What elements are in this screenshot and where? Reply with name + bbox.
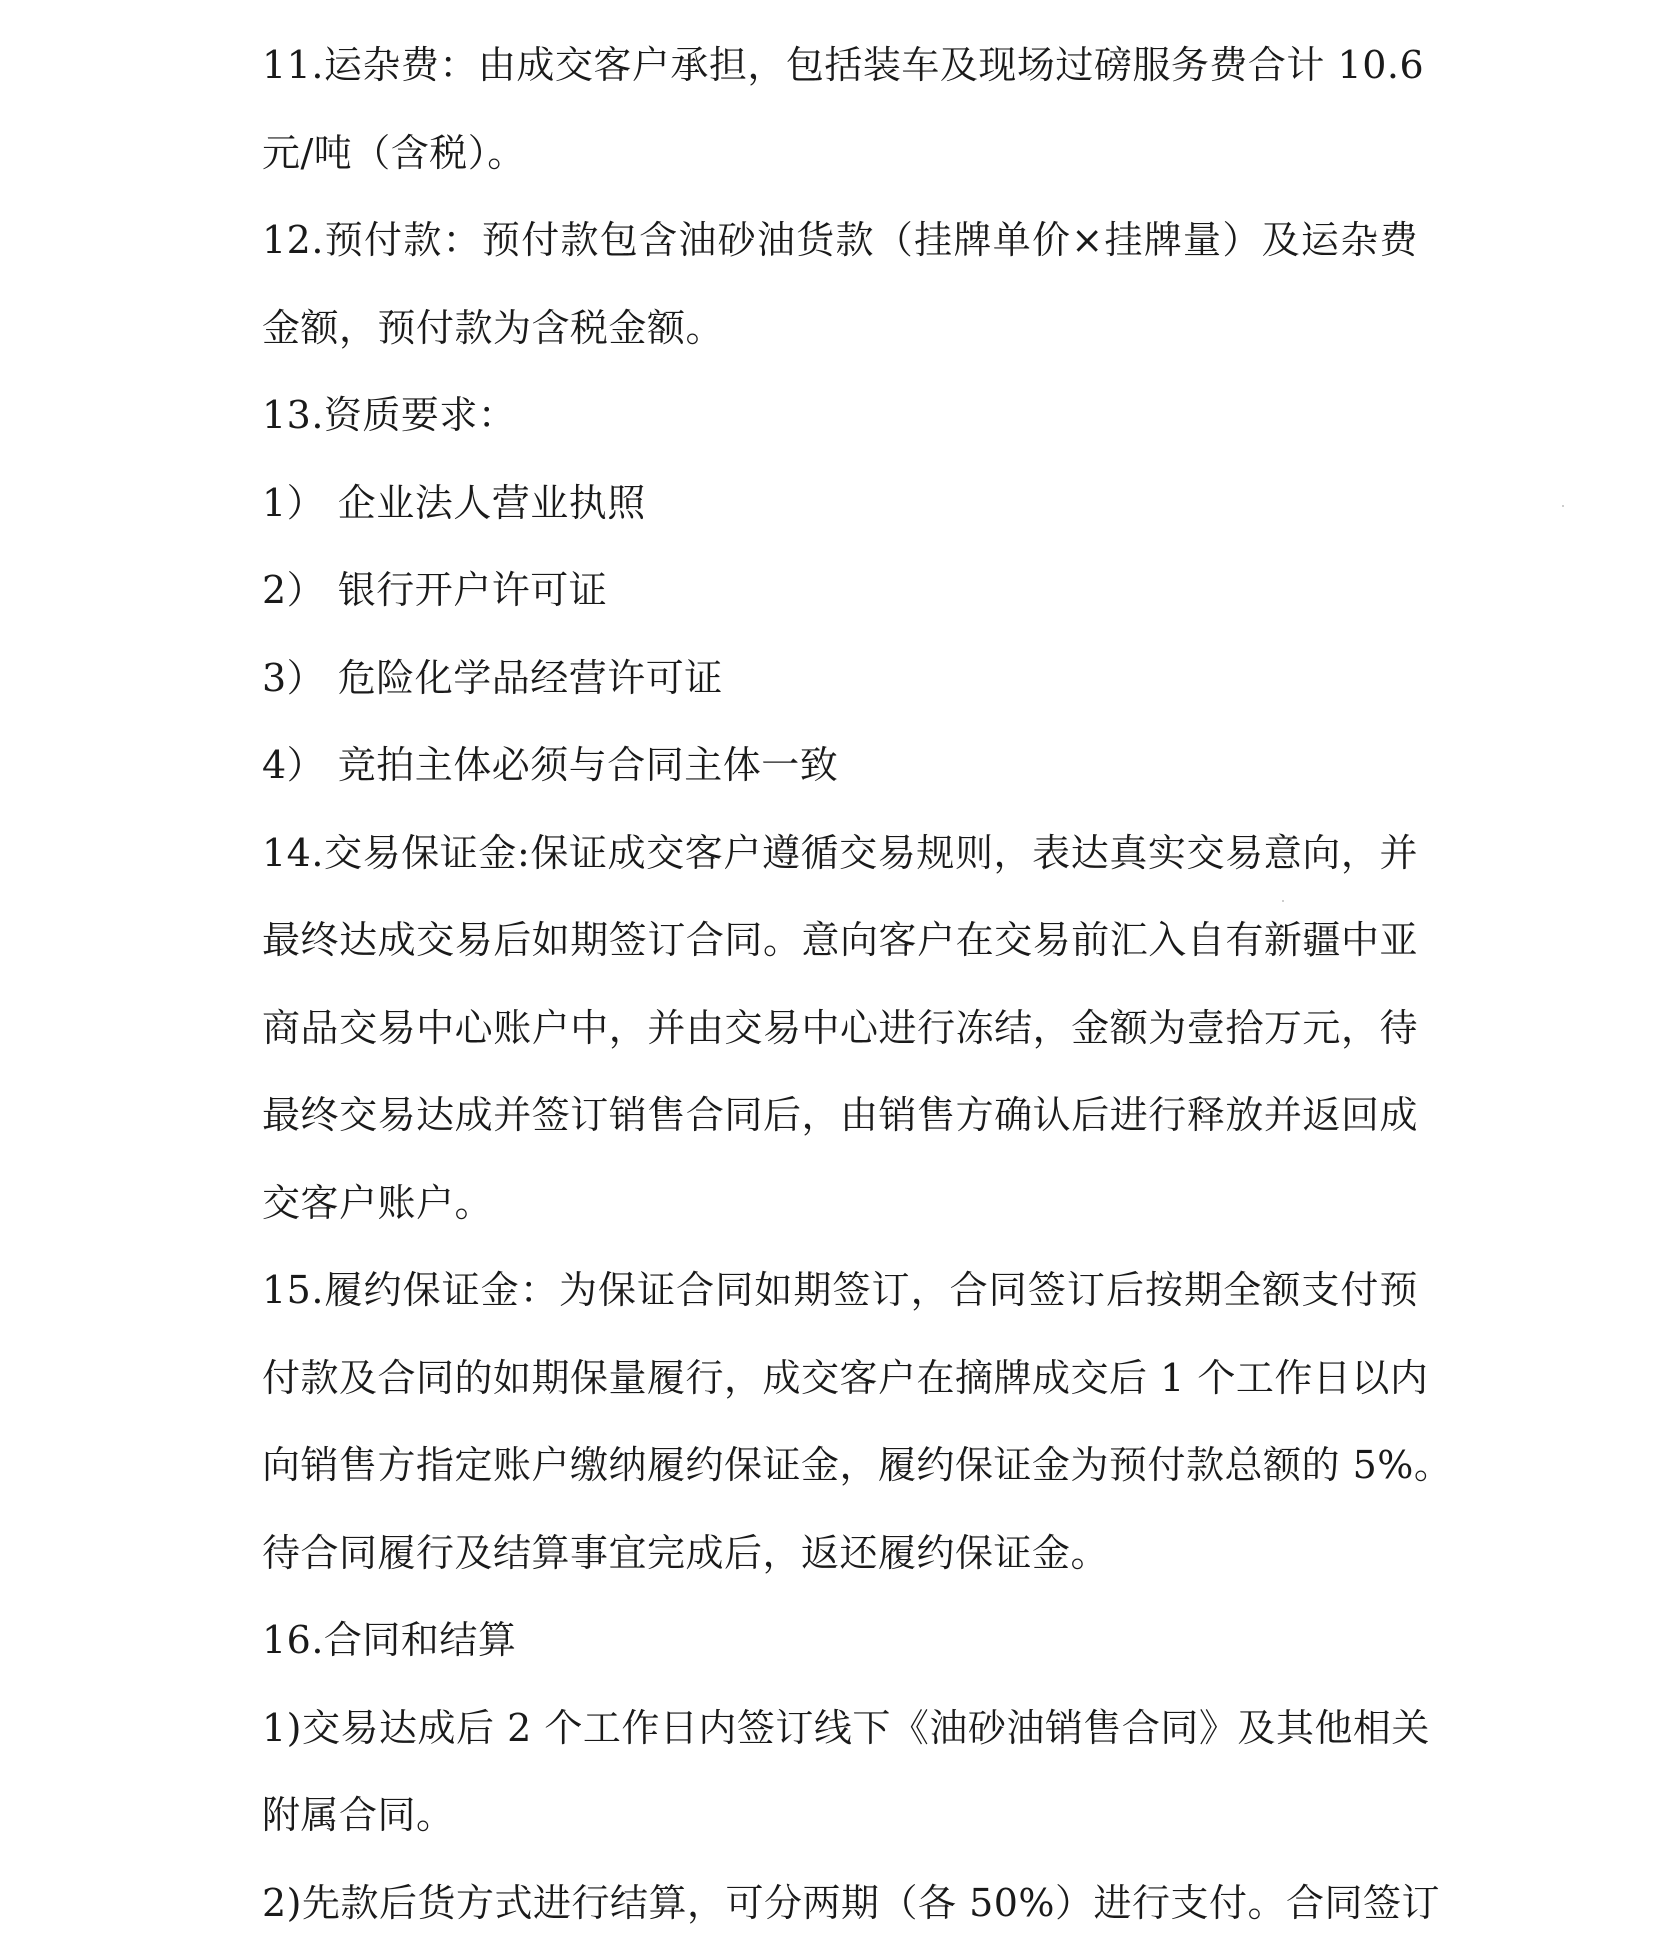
text-line: 12.预付款：预付款包含油砂油货款（挂牌单价×挂牌量）及运杂费 <box>262 218 1418 262</box>
text-line: 向销售方指定账户缴纳履约保证金，履约保证金为预付款总额的 5%。 <box>262 1443 1453 1487</box>
list-item: 2） 银行开户许可证 <box>262 568 608 612</box>
text-line: 交客户账户。 <box>262 1180 494 1225</box>
text-line: 14.交易保证金:保证成交客户遵循交易规则，表达真实交易意向，并 <box>262 830 1418 875</box>
text-line: 付款及合同的如期保量履行，成交客户在摘牌成交后 1 个工作日以内 <box>262 1355 1429 1400</box>
text-line: 2)先款后货方式进行结算，可分两期（各 50%）进行支付。合同签订 <box>262 1880 1441 1925</box>
text-line: 15.履约保证金：为保证合同如期签订，合同签订后按期全额支付预 <box>262 1268 1418 1312</box>
text-line: 金额，预付款为含税金额。 <box>262 305 725 350</box>
document-body <box>262 22 1453 1947</box>
list-item: 4） 竞拍主体必须与合同主体一致 <box>262 743 839 787</box>
list-item: 1） 企业法人营业执照 <box>262 480 646 525</box>
text-line: 11.运杂费：由成交客户承担，包括装车及现场过磅服务费合计 10.6 <box>262 43 1425 87</box>
list-item: 3） 危险化学品经营许可证 <box>262 655 723 700</box>
text-line: 最终达成交易后如期签订合同。意向客户在交易前汇入自有新疆中亚 <box>262 918 1418 962</box>
text-line: 附属合同。 <box>262 1793 455 1837</box>
section-heading: 13.资质要求： <box>262 393 517 437</box>
text-line: 1)交易达成后 2 个工作日内签订线下《油砂油销售合同》及其他相关 <box>262 1705 1430 1750</box>
scan-speck <box>1562 505 1564 507</box>
text-line: 最终交易达成并签订销售合同后，由销售方确认后进行释放并返回成 <box>262 1093 1418 1137</box>
section-heading: 16.合同和结算 <box>262 1618 517 1662</box>
text-line: 商品交易中心账户中，并由交易中心进行冻结，金额为壹拾万元，待 <box>262 1005 1418 1050</box>
text-line: 元/吨（含税）。 <box>262 130 526 175</box>
text-line: 待合同履行及结算事宜完成后，返还履约保证金。 <box>262 1530 1110 1575</box>
scan-speck <box>1282 900 1284 902</box>
